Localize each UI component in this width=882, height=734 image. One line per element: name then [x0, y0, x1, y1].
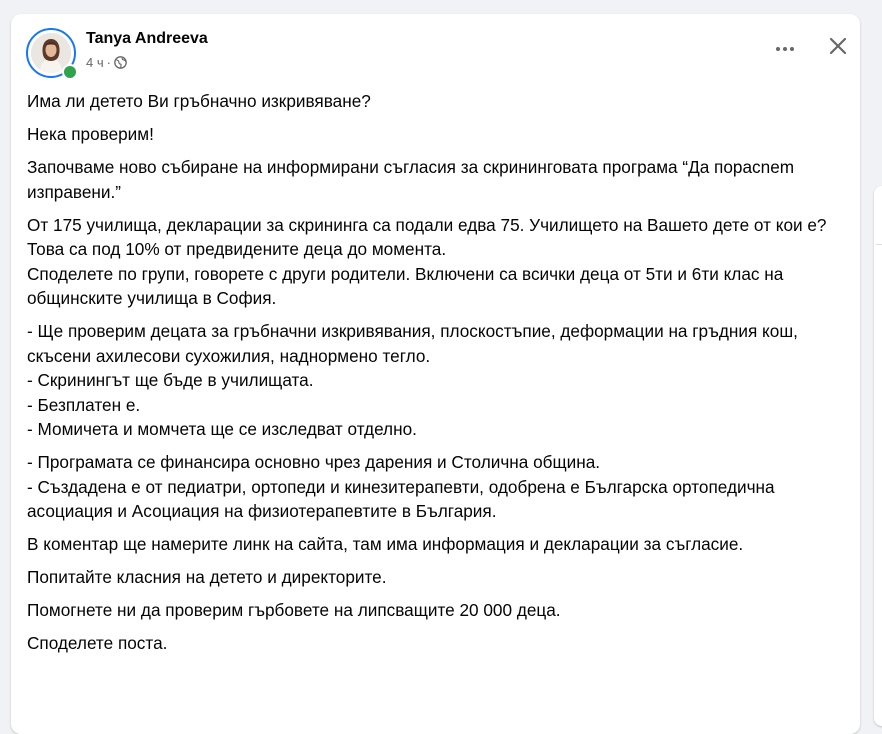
- post-paragraph: [27, 155, 852, 204]
- avatar[interactable]: [26, 28, 76, 78]
- text-line: Има ли детето Ви гръбначно изкривяване?: [27, 91, 371, 111]
- text-line: От 175 училища, декларации за скрининга са подали едва 75. Училището на Вашето дете от кои е?: [27, 214, 827, 235]
- post-header: [26, 28, 845, 84]
- author-name[interactable]: Tanya Andreeva: [86, 30, 208, 47]
- post-paragraph: [27, 213, 852, 311]
- post-paragraph: [27, 598, 852, 623]
- post-paragraph: [27, 532, 852, 557]
- text-line: - Скринингът ще бъде в училищата.: [27, 370, 314, 390]
- close-icon: [829, 37, 847, 60]
- text-line: Споделете по групи, говорете с други родители. Включени са всички деца от 5ти и 6ти клас на общинските училища в София.: [27, 263, 784, 308]
- text-line: Помогнете ни да проверим гърбовете на липсващите 20 000 деца.: [27, 600, 561, 620]
- online-status-dot: [62, 64, 78, 80]
- post-paragraph: [27, 122, 852, 147]
- post-paragraph: [27, 631, 852, 656]
- text-line: - Момичета и момчета ще се изследват отделно.: [27, 419, 417, 439]
- post-paragraph: [27, 89, 852, 114]
- text-line: Това са под 10% от предвидените деца до момента.: [27, 239, 447, 259]
- post-paragraph: [27, 565, 852, 590]
- more-options-button[interactable]: [767, 30, 803, 66]
- globe-icon[interactable]: [114, 56, 127, 69]
- side-panel-divider: [876, 244, 882, 245]
- text-line: - Безплатен е.: [27, 394, 141, 415]
- post-meta: [86, 55, 127, 70]
- meta-separator: ·: [106, 55, 111, 70]
- post-card: [11, 14, 860, 734]
- more-horizontal-icon: [775, 39, 795, 57]
- side-panel: [874, 186, 882, 726]
- text-line: В коментар ще намерите линк на сайта, там има информация и декларации за съгласие.: [27, 534, 744, 554]
- post-timestamp[interactable]: 4 ч: [86, 55, 104, 70]
- text-line: Нека проверим!: [27, 124, 154, 144]
- post-paragraph: [27, 319, 852, 442]
- post-text: [27, 89, 852, 664]
- text-line: Започваме ново събиране на информирани съгласия за скрининговата програма “Да порасnem изправени.”: [27, 157, 795, 202]
- text-line: - Ще проверим децата за гръбначни изкривявания, плоскостъпие, деформации на гръдния кош, скъсени ахилесови сухожилия, наднормено тегло.: [27, 321, 798, 366]
- text-line: Попитайте класния на детето и директорите.: [27, 567, 387, 587]
- post-paragraph: [27, 450, 852, 524]
- text-line: - Програмата се финансира основно чрез дарения и Столична община.: [27, 452, 601, 472]
- text-line: - Създадена е от педиатри, ортопеди и кинезитерапевти, одобрена е Българска ортопедична асоциация и Асоциация на физиотерапевтите в България.: [27, 476, 775, 521]
- close-button[interactable]: [820, 30, 856, 66]
- text-line: Споделете поста.: [27, 633, 168, 653]
